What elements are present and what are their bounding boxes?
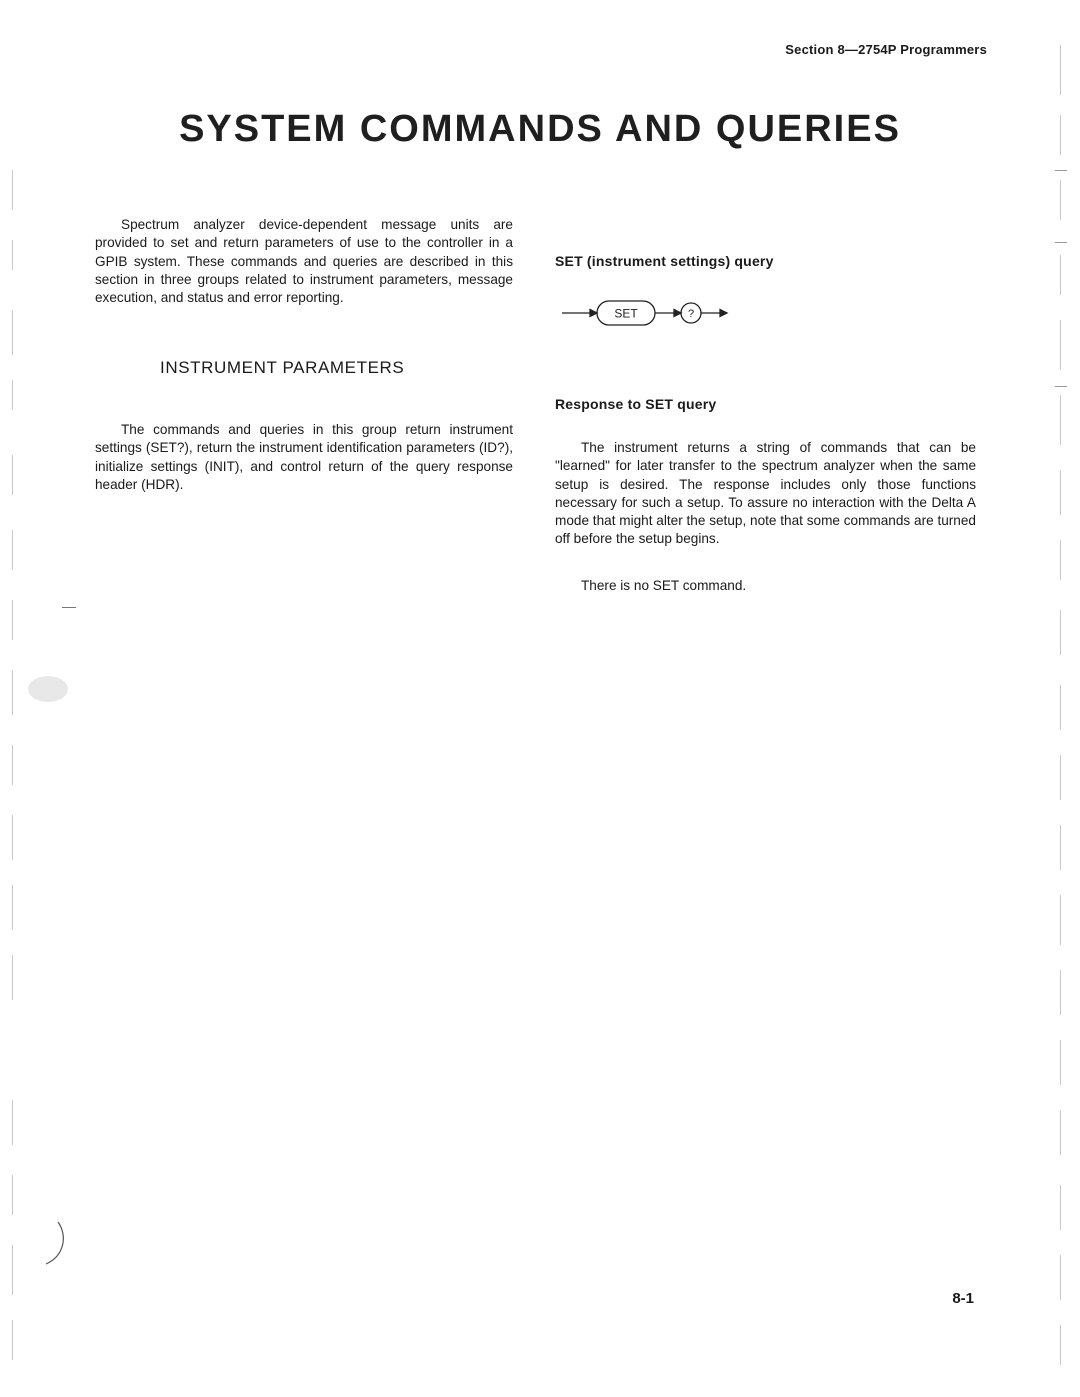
scan-edge-mark [1060,45,1061,95]
scan-edge-mark [1060,180,1061,220]
intro-paragraph: Spectrum analyzer device-dependent message units are provided to set and return parameters of use to the controller in a GPIB system. These commands and queries are described in this section in three groups related to instrument parameters, message execution, and status and error reporting. [95,217,513,306]
scan-edge-mark [1060,395,1061,445]
scan-dash-mark [1055,242,1067,243]
running-header: Section 8—2754P Programmers [785,42,987,57]
scan-edge-mark [1060,1110,1061,1155]
scan-edge-mark [1060,320,1061,370]
scan-edge-mark [12,380,13,410]
scan-edge-mark [1060,115,1061,155]
scan-edge-mark [1060,1255,1061,1300]
scan-dash-mark [1055,386,1067,387]
syntax-arrow-3 [720,310,727,317]
instrument-parameters-paragraph: The commands and queries in this group return instrument settings (SET?), return the instrument identification parameters (ID?), initialize settings (INIT), and control return of the query response header (HDR). [95,422,513,492]
scan-dash-mark [1055,170,1067,171]
response-paragraph: The instrument returns a string of commands that can be "learned" for later transfer to the spectrum analyzer when the same setup is desired. The response includes only those functions necessary for such a setup. To assure no interaction with the Delta A mode that might alter the setup, note that some commands are turned off before the setup begins. [555,440,976,547]
scan-edge-mark [12,1100,13,1145]
scan-edge-mark [12,1175,13,1215]
scan-edge-mark [12,885,13,930]
no-set-command-paragraph: There is no SET command. [581,578,747,593]
scan-edge-mark [12,170,13,210]
scan-edge-mark [12,745,13,785]
scan-edge-mark [1060,685,1061,730]
scan-edge-mark [12,815,13,860]
scan-edge-mark [1060,255,1061,295]
scan-dash-mark [62,607,76,608]
section-heading-instrument-parameters: INSTRUMENT PARAMETERS [160,358,405,377]
scan-edge-mark [1060,610,1061,655]
set-query-syntax-diagram [560,296,732,330]
scan-edge-mark [1060,895,1061,945]
response-heading: Response to SET query [555,396,717,412]
scan-edge-mark [12,955,13,1000]
scan-edge-mark [12,1245,13,1295]
page-number: 8-1 [952,1290,974,1307]
scan-edge-mark [1060,470,1061,515]
scan-edge-mark [1060,1185,1061,1230]
scan-edge-mark [12,1320,13,1360]
scan-edge-mark [12,455,13,495]
scan-edge-mark [12,310,13,355]
scan-edge-mark [1060,755,1061,800]
syntax-arrow-1 [590,310,597,317]
scan-edge-mark [1060,970,1061,1015]
scan-edge-mark [1060,540,1061,580]
syntax-symbol-label: ? [687,308,695,320]
scan-edge-mark [12,240,13,270]
scan-edge-mark [1060,825,1061,870]
scan-edge-mark [12,530,13,570]
scan-edge-mark [1060,1325,1061,1365]
set-query-heading: SET (instrument settings) query [555,253,774,269]
scan-curve-mark [40,1218,70,1268]
syntax-arrow-2 [674,310,681,317]
scan-edge-mark [12,670,13,715]
syntax-keyword-label: SET [614,306,638,321]
scan-edge-mark [1060,1040,1061,1085]
scan-smudge [28,676,68,702]
scan-edge-mark [12,600,13,640]
page-title: SYSTEM COMMANDS AND QUERIES [179,108,901,150]
